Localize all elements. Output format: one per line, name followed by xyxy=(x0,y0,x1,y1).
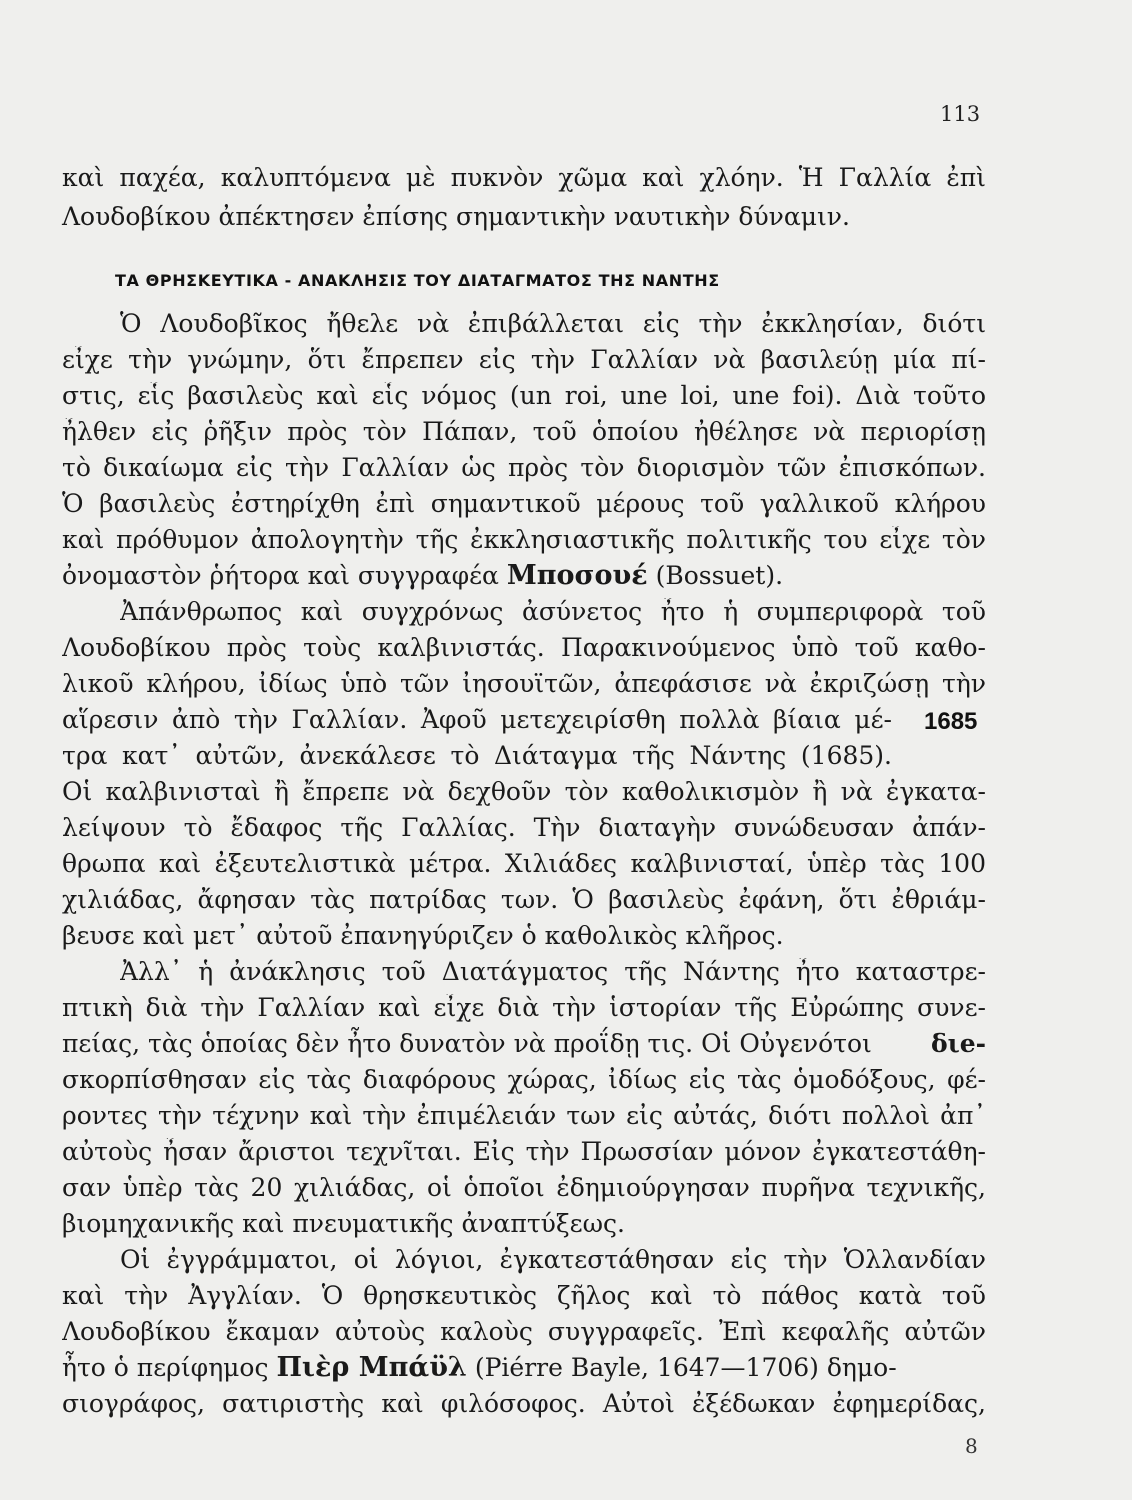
text-line: Λουδοβίκου ἀπέκτησεν ἐπίσης σημαντικὴν ναυτικὴν δύναμιν. xyxy=(62,202,850,231)
text-segment: ἦτο ὁ περίφημος xyxy=(62,1353,269,1382)
text-line: εἶχε τὴν γνώμην, ὅτι ἔπρεπεν εἰς τὴν Γαλλίαν νὰ βασιλεύῃ μία πί- xyxy=(62,346,986,374)
text-line: σιογράφος, σατιριστὴς καὶ φιλόσοφος. Αὐτοὶ ἐξέδωκαν ἐφημερίδας, xyxy=(62,1390,986,1418)
text-line: στις, εἷς βασιλεὺς καὶ εἷς νόμος (un roi, une loi, une foi). Διὰ τοῦτο xyxy=(62,382,986,410)
text-line: Ἀπάνθρωπος καὶ συγχρόνως ἀσύνετος ἦτο ἡ συμπεριφορὰ τοῦ xyxy=(120,598,986,626)
text-line: τὸ δικαίωμα εἰς τὴν Γαλλίαν ὡς πρὸς τὸν διορισμὸν τῶν ἐπισκόπων. xyxy=(62,454,986,482)
text-line: λείψουν τὸ ἔδαφος τῆς Γαλλίας. Τὴν διαταγὴν συνώδευσαν ἀπάν- xyxy=(62,814,986,842)
text-line: αὐτοὺς ἦσαν ἄριστοι τεχνῖται. Εἰς τὴν Πρωσσίαν μόνον ἐγκατεστάθη- xyxy=(62,1138,986,1166)
text-line: Οἱ καλβινισταὶ ἢ ἔπρεπε νὰ δεχθοῦν τὸν καθολικισμὸν ἢ νὰ ἐγκατα- xyxy=(62,778,986,806)
text-line: καὶ τὴν Ἀγγλίαν. Ὁ θρησκευτικὸς ζῆλος καὶ τὸ πάθος κατὰ τοῦ xyxy=(62,1282,986,1310)
margin-year-note: 1685 xyxy=(924,708,978,735)
text-line: τρα κατ᾽ αὐτῶν, ἀνεκάλεσε τὸ Διάταγμα τῆς Νάντης (1685). xyxy=(62,742,892,770)
text-line: Οἱ ἐγγράμματοι, οἱ λόγιοι, ἐγκατεστάθησαν εἰς τὴν Ὁλλανδίαν xyxy=(120,1246,986,1274)
text-segment: (Bossuet). xyxy=(655,561,784,590)
text-segment: πείας, τὰς ὁποίας δὲν ἦτο δυνατὸν νὰ προΐδῃ τις. Οἱ Οὐγενότοι xyxy=(62,1029,872,1058)
text-line: Λουδοβίκου ἔκαμαν αὐτοὺς καλοὺς συγγραφεῖς. Ἐπὶ κεφαλῆς αὐτῶν xyxy=(62,1318,986,1346)
text-line: λικοῦ κλήρου, ἰδίως ὑπὸ τῶν ἰησουϊτῶν, ἀπεφάσισε νὰ ἐκριζώσῃ τὴν xyxy=(62,670,986,698)
page-number: 113 xyxy=(940,102,981,126)
text-line: Ὁ Λουδοβῖκος ἤθελε νὰ ἐπιβάλλεται εἰς τὴν ἐκκλησίαν, διότι xyxy=(120,310,986,338)
text-line: αἵρεσιν ἀπὸ τὴν Γαλλίαν. Ἀφοῦ μετεχειρίσθη πολλὰ βίαια μέ- xyxy=(62,706,892,734)
text-line: ἦλθεν εἰς ῥῆξιν πρὸς τὸν Πάπαν, τοῦ ὁποίου ἠθέλησε νὰ περιορίσῃ xyxy=(62,418,986,446)
text-line: καὶ παχέα, καλυπτόμενα μὲ πυκνὸν χῶμα καὶ χλόην. Ἡ Γαλλία ἐπὶ xyxy=(62,164,986,192)
text-line: σαν ὑπὲρ τὰς 20 χιλιάδας, οἱ ὁποῖοι ἐδημιούργησαν πυρῆνα τεχνικῆς, xyxy=(62,1174,986,1202)
text-line: βευσε καὶ μετ᾽ αὐτοῦ ἐπανηγύριζεν ὁ καθολικὸς κλῆρος. xyxy=(62,921,784,950)
text-line: πτικὴ διὰ τὴν Γαλλίαν καὶ εἶχε διὰ τὴν ἱστορίαν τῆς Εὐρώπης συνε- xyxy=(62,994,986,1022)
section-heading: ΤΑ ΘΡΗΣΚΕΥΤΙΚΑ - ΑΝΑΚΛΗΣΙΣ ΤΟΥ ΔΙΑΤΑΓΜΑΤΟΣ ΤΗΣ ΝΑΝΤΗΣ xyxy=(115,271,720,290)
text-line xyxy=(62,1030,986,1058)
text-segment-bold: διе- xyxy=(930,1029,986,1058)
text-line: ροντες τὴν τέχνην καὶ τὴν ἐπιμέλειάν των εἰς αὐτάς, διότι πολλοὶ ἀπ᾽ xyxy=(62,1102,986,1130)
name-bossuet: Μποσουέ xyxy=(506,560,648,591)
name-pierre-bayle: Πιὲρ Μπάϋλ xyxy=(276,1352,467,1383)
text-line: χιλιάδας, ἄφησαν τὰς πατρίδας των. Ὁ βασιλεὺς ἐφάνη, ὅτι ἐθριάμ- xyxy=(62,886,986,914)
text-line: σκορπίσθησαν εἰς τὰς διαφόρους χώρας, ἰδίως εἰς τὰς ὁμοδόξους, φέ- xyxy=(62,1066,986,1094)
text-line: βιομηχανικῆς καὶ πνευματικῆς ἀναπτύξεως. xyxy=(62,1209,625,1238)
text-segment: (Piérre Bayle, 1647—1706) δημο- xyxy=(474,1353,897,1382)
text-line: θρωπα καὶ ἐξευτελιστικὰ μέτρα. Χιλιάδες καλβινισταί, ὑπὲρ τὰς 100 xyxy=(62,850,986,878)
text-line: καὶ πρόθυμον ἀπολογητὴν τῆς ἐκκλησιαστικῆς πολιτικῆς του εἶχε τὸν xyxy=(62,526,986,554)
text-line xyxy=(62,562,783,590)
text-line: Λουδοβίκου πρὸς τοὺς καλβινιστάς. Παρακινούμενος ὑπὸ τοῦ καθο- xyxy=(62,634,986,662)
text-segment: ὀνομαστὸν ῥήτορα καὶ συγγραφέα xyxy=(62,561,499,590)
text-line: Ὁ βασιλεὺς ἐστηρίχθη ἐπὶ σημαντικοῦ μέρους τοῦ γαλλικοῦ κλήρου xyxy=(62,490,986,518)
signature-mark: 8 xyxy=(965,1434,978,1458)
text-line: Ἀλλ᾽ ἡ ἀνάκλησις τοῦ Διατάγματος τῆς Νάντης ἦτο καταστρε- xyxy=(120,958,986,986)
text-line xyxy=(62,1354,986,1382)
